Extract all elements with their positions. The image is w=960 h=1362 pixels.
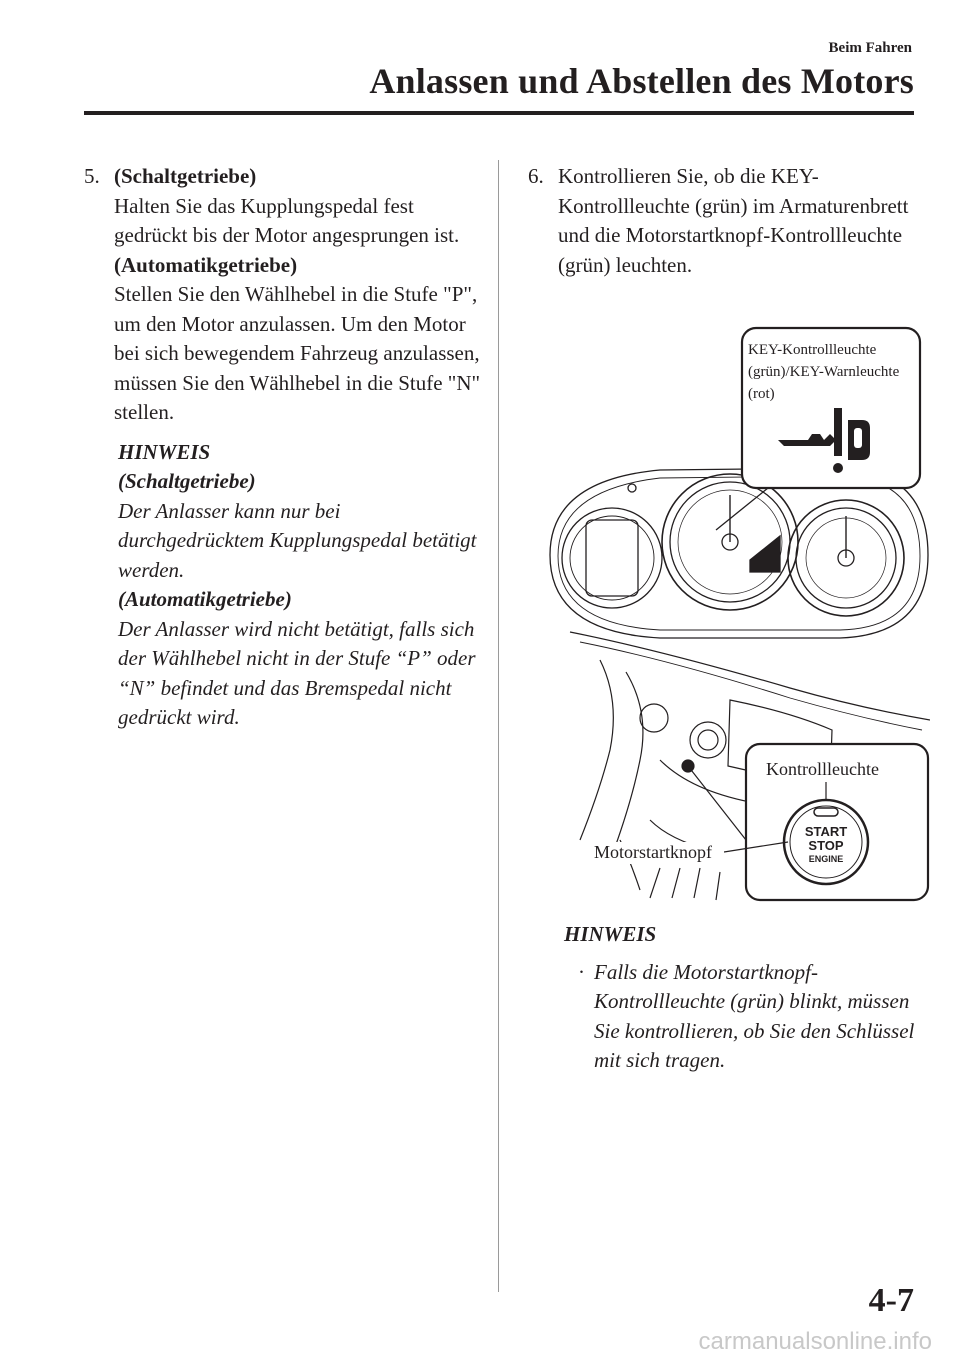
indicator-dot [628, 484, 636, 492]
left-display [586, 520, 638, 596]
left-gauge [562, 508, 662, 608]
key-callout-label-2: (grün)/KEY-Warnleuchte [748, 364, 900, 380]
key-callout-label-1: KEY-Kontrollleuchte [748, 342, 877, 358]
button-text-engine: ENGINE [808, 854, 844, 864]
header-rule [84, 111, 914, 115]
step-6 [528, 162, 928, 280]
note-sub-auto: (Automatikgetriebe) [118, 587, 292, 611]
note-heading: HINWEIS [118, 439, 211, 464]
heading-manual: (Schaltgetriebe) [114, 164, 257, 188]
note-text-manual: Der Anlasser kann nur bei durchgedrücktem Kupplungspedal betätigt werden. [118, 498, 477, 582]
warning-mark [834, 408, 842, 456]
left-vent [640, 704, 668, 732]
left-column [84, 162, 484, 733]
key-callout [716, 328, 920, 530]
watermark: carmanualsonline.info [698, 1328, 932, 1355]
section-name: Beim Fahren [828, 40, 912, 56]
page-title: Anlassen und Abstellen des Motors [369, 61, 914, 101]
note-text-auto: Der Anlasser wird nicht betätigt, falls sich der Wählhebel nicht in der Stufe “P” oder “N” befindet und das Bremspedal nicht gedrückt wird. [118, 616, 476, 729]
button-leader-line [688, 766, 746, 840]
note2-text: Falls die Motorstartknopf-Kontrollleuchte (grün) blinkt, müssen Sie kontrollieren, ob Sie den Schlüssel mit sich tragen. [594, 959, 915, 1072]
steering-wheel-edge [580, 660, 613, 840]
indicator-light [814, 808, 838, 816]
note-sub-manual: (Schaltgetriebe) [118, 469, 256, 493]
tach-block [750, 536, 780, 572]
text-manual: Halten Sie das Kupplungspedal fest gedrückt bis der Motor angesprungen ist. [114, 193, 460, 247]
figure-illustration [540, 320, 930, 905]
note-2 [564, 920, 924, 1076]
column-divider [498, 160, 499, 1292]
note-box [118, 438, 484, 733]
bullet-mark: · [578, 959, 585, 984]
button-callout [592, 744, 928, 900]
button-label: Motorstartknopf [594, 842, 712, 862]
cluster-housing [550, 468, 928, 638]
key-leader-line [716, 488, 768, 530]
air-vent [690, 722, 726, 758]
instrument-figure [540, 320, 930, 905]
dash-top [570, 632, 930, 720]
button-text-stop: STOP [808, 838, 844, 853]
floor-lines [650, 868, 720, 900]
step-5 [84, 162, 484, 428]
text-auto: Stellen Sie den Wählhebel in die Stufe "P", um den Motor anzulassen. Um den Motor bei sich bewegendem Fahrzeug anzulassen, müssen Sie den Wählhebel in die Stufe "N" stellen. [114, 282, 481, 424]
button-text-start: START [804, 824, 848, 839]
indicator-label: Kontrollleuchte [766, 759, 879, 779]
right-column [528, 162, 928, 280]
heading-auto: (Automatikgetriebe) [114, 252, 298, 277]
note2-bullet [578, 958, 924, 1076]
page-number: 4-7 [868, 1282, 914, 1319]
cluster-inner [558, 476, 920, 630]
step-number: 5. [84, 164, 100, 188]
step-number: 6. [528, 164, 544, 188]
note2-heading: HINWEIS [564, 922, 657, 946]
key-callout-label-3: (rot) [748, 386, 775, 402]
step-6-text: Kontrollieren Sie, ob die KEY-Kontrollleuchte (grün) im Armaturenbrett und die Motorstartknopf-Kontrollleuchte (grün) leuchten. [558, 164, 909, 277]
